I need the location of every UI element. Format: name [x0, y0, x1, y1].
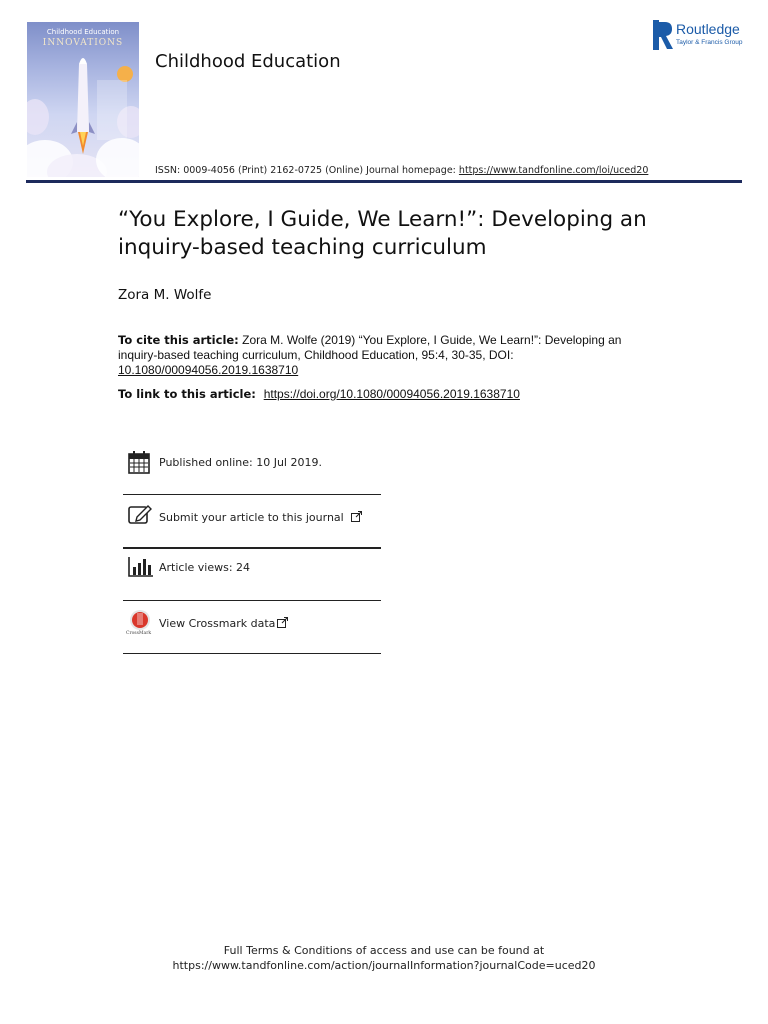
submit-article-label: Submit your article to this journal [159, 511, 344, 524]
crossmark-item[interactable] [123, 609, 381, 641]
citation-label: To cite this article: [118, 333, 239, 347]
cover-subtitle: INNOVATIONS [42, 38, 124, 48]
header-divider [26, 180, 742, 183]
article-title: “You Explore, I Guide, We Learn!”: Developing an inquiry-based teaching curriculum [118, 207, 647, 260]
article-views-text: Article views: 24 [159, 561, 251, 574]
info-divider [123, 547, 381, 549]
published-online-item [123, 448, 381, 478]
publisher-name: Routledge [676, 21, 740, 37]
submit-article-item[interactable] [123, 502, 381, 532]
journal-homepage-link[interactable]: https://www.tandfonline.com/loi/uced20 [458, 165, 649, 176]
crossmark-link[interactable] [159, 617, 288, 630]
footer [0, 943, 768, 973]
external-link-icon [351, 511, 362, 522]
footer-terms-link[interactable]: https://www.tandfonline.com/action/journalInformation?journalCode=uced20 [172, 959, 596, 972]
info-divider [123, 600, 381, 601]
submit-article-link[interactable] [159, 511, 362, 524]
external-link-icon [277, 617, 288, 628]
citation-text: Zora M. Wolfe (2019) “You Explore, I Guide, We Learn!”: Developing an inquiry-based teaching curriculum, Childhood Education, 95:4, 30-35, DOI: [118, 333, 622, 362]
article-link-row [118, 387, 520, 401]
cover-illustration [27, 22, 139, 177]
author-name: Zora M. Wolfe [118, 287, 212, 303]
cover-brand-text: Childhood Education [46, 28, 120, 36]
crossmark-label: View Crossmark data [159, 617, 276, 630]
routledge-r-icon [653, 20, 675, 50]
crossmark-badge-text: CrossMark [126, 631, 152, 636]
article-doi-link[interactable]: https://doi.org/10.1080/00094056.2019.1638710 [263, 387, 520, 401]
citation-doi-link[interactable]: 10.1080/00094056.2019.1638710 [118, 363, 299, 377]
citation-block [118, 333, 628, 378]
journal-title: Childhood Education [155, 51, 341, 72]
issn-line [155, 165, 648, 176]
issn-text: ISSN: 0009-4056 (Print) 2162-0725 (Online) Journal homepage: [155, 165, 459, 176]
edit-icon [128, 503, 152, 525]
publisher-group: Taylor & Francis Group [676, 39, 743, 46]
routledge-logo[interactable] [653, 20, 748, 52]
info-divider [123, 494, 381, 495]
article-link-label: To link to this article: [118, 387, 256, 401]
footer-terms-text: Full Terms & Conditions of access and use can be found at [223, 944, 545, 957]
bar-chart-icon [128, 556, 154, 578]
published-online-text: Published online: 10 Jul 2019. [159, 456, 322, 469]
journal-cover-image [27, 22, 139, 177]
info-divider [123, 653, 381, 654]
calendar-icon [128, 450, 150, 474]
article-views-item [123, 555, 381, 585]
